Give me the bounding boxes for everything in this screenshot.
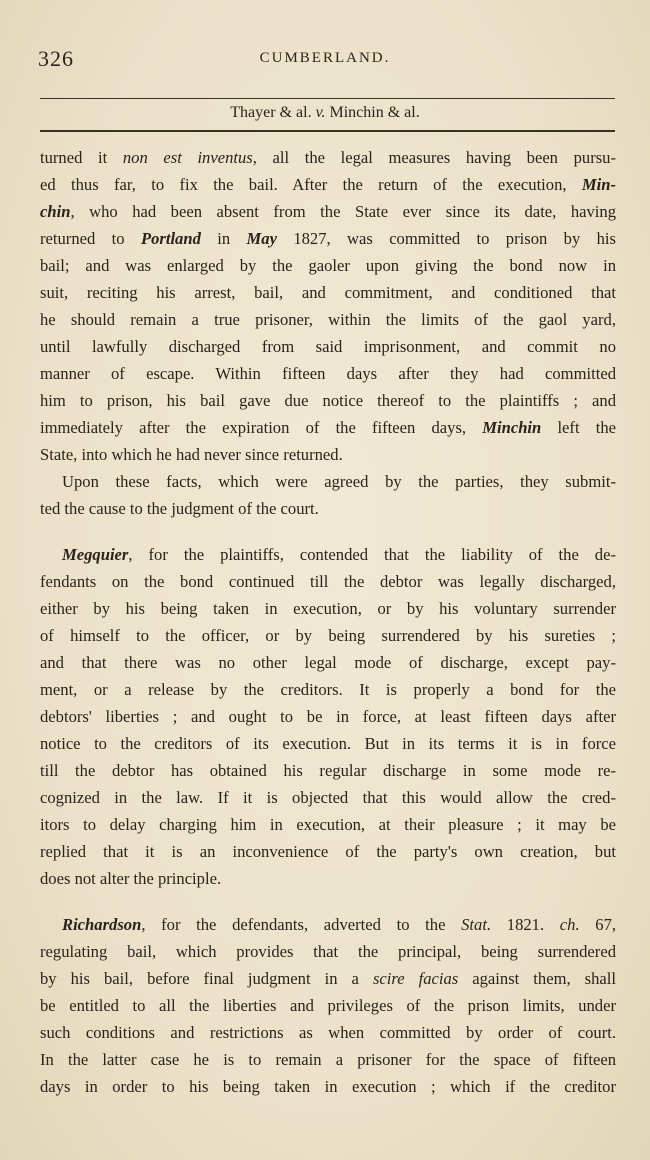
- text-line: replied that it is an inconvenience of the party's own creation, but: [40, 842, 616, 861]
- text-line: manner of escape. Within fifteen days after they had committed: [40, 364, 616, 383]
- text-line: he should remain a true prisoner, within the limits of the gaol yard,: [40, 310, 616, 329]
- header-rule-top: [40, 98, 615, 99]
- text-line: immediately after the expiration of the fifteen days, Minchin left the: [40, 418, 616, 437]
- text-line: turned it non est inventus, all the legal measures having been pursu-: [40, 148, 616, 167]
- text-line: returned to Portland in May 1827, was committed to prison by his: [40, 229, 616, 248]
- text-line: Richardson, for the defendants, adverted to the Stat. 1821. ch. 67,: [62, 915, 616, 934]
- text-line: Upon these facts, which were agreed by the parties, they submit-: [62, 472, 616, 491]
- paragraph-gap: [40, 892, 616, 911]
- text-line: fendants on the bond continued till the debtor was legally discharged,: [40, 572, 616, 591]
- text-line: suit, reciting his arrest, bail, and commitment, and conditioned that: [40, 283, 616, 302]
- text-line: chin, who had been absent from the State ever since its date, having: [40, 202, 616, 221]
- case-title-versus: v.: [315, 104, 326, 121]
- text-line: days in order to his being taken in execution ; which if the creditor: [40, 1077, 616, 1096]
- case-title-plaintiffs: Thayer & al.: [230, 104, 316, 121]
- case-title: [0, 104, 650, 122]
- text-line: State, into which he had never since returned.: [40, 445, 343, 464]
- text-line: In the latter case he is to remain a prisoner for the space of fifteen: [40, 1050, 616, 1069]
- page-number: 326: [38, 46, 74, 71]
- text-line: until lawfully discharged from said imprisonment, and commit no: [40, 337, 616, 356]
- text-line: itors to delay charging him in execution, at their pleasure ; it may be: [40, 815, 616, 834]
- text-line: regulating bail, which provides that the principal, being surrendered: [40, 942, 616, 961]
- text-line: debtors' liberties ; and ought to be in force, at least fifteen days after: [40, 707, 616, 726]
- text-line: ted the cause to the judgment of the court.: [40, 499, 319, 518]
- text-line: by his bail, before final judgment in a scire facias against them, shall: [40, 969, 616, 988]
- text-line: till the debtor has obtained his regular discharge in some mode re-: [40, 761, 616, 780]
- text-line: ed thus far, to fix the bail. After the return of the execution, Min-: [40, 175, 616, 194]
- text-line: of himself to the officer, or by being surrendered by his sureties ;: [40, 626, 616, 645]
- text-line: does not alter the principle.: [40, 869, 222, 888]
- text-line: be entitled to all the liberties and privileges of the prison limits, under: [40, 996, 616, 1015]
- page-header: [0, 46, 650, 76]
- text-line: bail; and was enlarged by the gaoler upon giving the bond now in: [40, 256, 616, 275]
- body-text: [40, 144, 616, 1100]
- text-line: Megquier, for the plaintiffs, contended that the liability of the de-: [62, 545, 616, 564]
- text-line: either by his being taken in execution, or by his voluntary surrender: [40, 599, 616, 618]
- text-line: ment, or a release by the creditors. It is properly a bond for the: [40, 680, 616, 699]
- header-rule-bottom: [40, 130, 615, 132]
- text-line: him to prison, his bail gave due notice thereof to the plaintiffs ; and: [40, 391, 616, 410]
- text-line: notice to the creditors of its execution. But in its terms it is in force: [40, 734, 616, 753]
- running-head: CUMBERLAND.: [259, 50, 391, 66]
- text-line: such conditions and restrictions as when committed by order of court.: [40, 1023, 616, 1042]
- case-title-defendants: Minchin & al.: [325, 104, 420, 121]
- text-line: cognized in the law. If it is objected that this would allow the cred-: [40, 788, 616, 807]
- paragraph-gap: [40, 522, 616, 541]
- text-line: and that there was no other legal mode of discharge, except pay-: [40, 653, 616, 672]
